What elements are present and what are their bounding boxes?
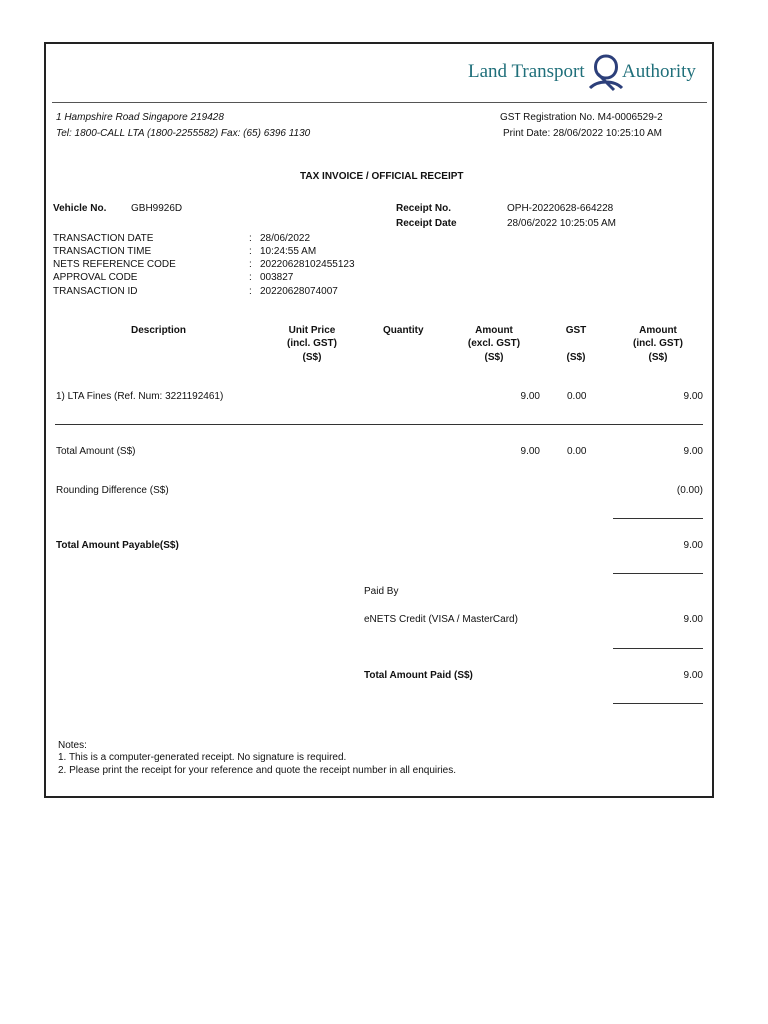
- transaction-sep: :: [249, 246, 252, 257]
- receipt-no-value: OPH-20220628-664228: [507, 203, 614, 214]
- rounding-label: Rounding Difference (S$): [56, 485, 169, 496]
- transaction-sep: :: [249, 233, 252, 244]
- logo-text-right: Authority: [622, 61, 696, 82]
- column-header-amount-incl: (S$): [648, 352, 668, 363]
- column-header-amount-incl: Amount: [639, 325, 677, 336]
- transaction-label: TRANSACTION ID: [53, 286, 138, 297]
- total-payable-value: 9.00: [683, 540, 703, 551]
- column-header-amount-excl: Amount: [475, 325, 513, 336]
- line-item-amount-incl: 9.00: [683, 391, 703, 402]
- address: 1 Hampshire Road Singapore 219428: [56, 112, 224, 123]
- note-item: 2. Please print the receipt for your reference and quote the receipt number in all enquiries.: [58, 765, 457, 776]
- total-amount-label: Total Amount (S$): [56, 446, 136, 457]
- lta-logo: [466, 52, 706, 92]
- column-header-unit-price: Unit Price: [288, 325, 336, 336]
- notes-heading: Notes:: [58, 740, 87, 751]
- transaction-label: APPROVAL CODE: [53, 272, 138, 283]
- total-amount-excl: 9.00: [520, 446, 540, 457]
- transaction-sep: :: [249, 286, 252, 297]
- receipt-frame: [44, 42, 714, 798]
- payable-rule: [613, 573, 703, 574]
- column-header-description: Description: [131, 325, 187, 336]
- transaction-value: 28/06/2022: [260, 233, 311, 244]
- contact-info: Tel: 1800-CALL LTA (1800-2255582) Fax: (65) 6396 1130: [56, 128, 311, 139]
- transaction-sep: :: [249, 259, 252, 270]
- payment-rule: [613, 648, 703, 649]
- transaction-value: 20220628074007: [260, 286, 338, 297]
- transaction-value: 10:24:55 AM: [260, 246, 317, 257]
- vehicle-label: Vehicle No.: [53, 203, 107, 214]
- line-item-amount-excl: 9.00: [520, 391, 540, 402]
- column-header-unit-price: (incl. GST): [287, 338, 337, 349]
- column-header-unit-price: (S$): [302, 352, 322, 363]
- gst-registration: GST Registration No. M4-0006529-2: [500, 112, 663, 123]
- total-payable-label: Total Amount Payable(S$): [56, 540, 179, 551]
- total-paid-value: 9.00: [683, 670, 703, 681]
- total-gst: 0.00: [567, 446, 587, 457]
- transaction-label: TRANSACTION DATE: [53, 233, 154, 244]
- column-header-gst: GST: [565, 325, 587, 336]
- total-paid-label: Total Amount Paid (S$): [364, 670, 473, 681]
- vehicle-value: GBH9926D: [131, 203, 183, 214]
- transaction-sep: :: [249, 272, 252, 283]
- document-title: TAX INVOICE / OFFICIAL RECEIPT: [300, 171, 464, 182]
- subtotal-rule: [613, 518, 703, 519]
- print-date: Print Date: 28/06/2022 10:25:10 AM: [503, 128, 662, 139]
- rounding-value: (0.00): [676, 485, 703, 496]
- logo-text-left: Land Transport: [468, 61, 585, 82]
- transaction-label: TRANSACTION TIME: [53, 246, 152, 257]
- total-amount-incl: 9.00: [683, 446, 703, 457]
- receipt-date-value: 28/06/2022 10:25:05 AM: [507, 218, 616, 229]
- column-header-gst: (S$): [566, 352, 586, 363]
- receipt-no-label: Receipt No.: [396, 203, 452, 214]
- payment-method: eNETS Credit (VISA / MasterCard): [364, 614, 518, 625]
- payment-method-amount: 9.00: [683, 614, 703, 625]
- header-divider: [52, 102, 707, 103]
- column-header-quantity: Quantity: [383, 325, 424, 336]
- paid-by-label: Paid By: [364, 586, 399, 597]
- line-item-description: 1) LTA Fines (Ref. Num: 3221192461): [56, 391, 224, 402]
- note-item: 1. This is a computer-generated receipt. No signature is required.: [58, 752, 347, 763]
- receipt-date-label: Receipt Date: [396, 218, 457, 229]
- column-header-amount-incl: (incl. GST): [633, 338, 683, 349]
- column-header-amount-excl: (S$): [484, 352, 504, 363]
- transaction-value: 20220628102455123: [260, 259, 355, 270]
- line-item-gst: 0.00: [567, 391, 587, 402]
- transaction-value: 003827: [260, 272, 294, 283]
- items-divider: [55, 424, 703, 425]
- transaction-label: NETS REFERENCE CODE: [53, 259, 176, 270]
- column-header-amount-excl: (excl. GST): [467, 338, 521, 349]
- total-paid-rule: [613, 703, 703, 704]
